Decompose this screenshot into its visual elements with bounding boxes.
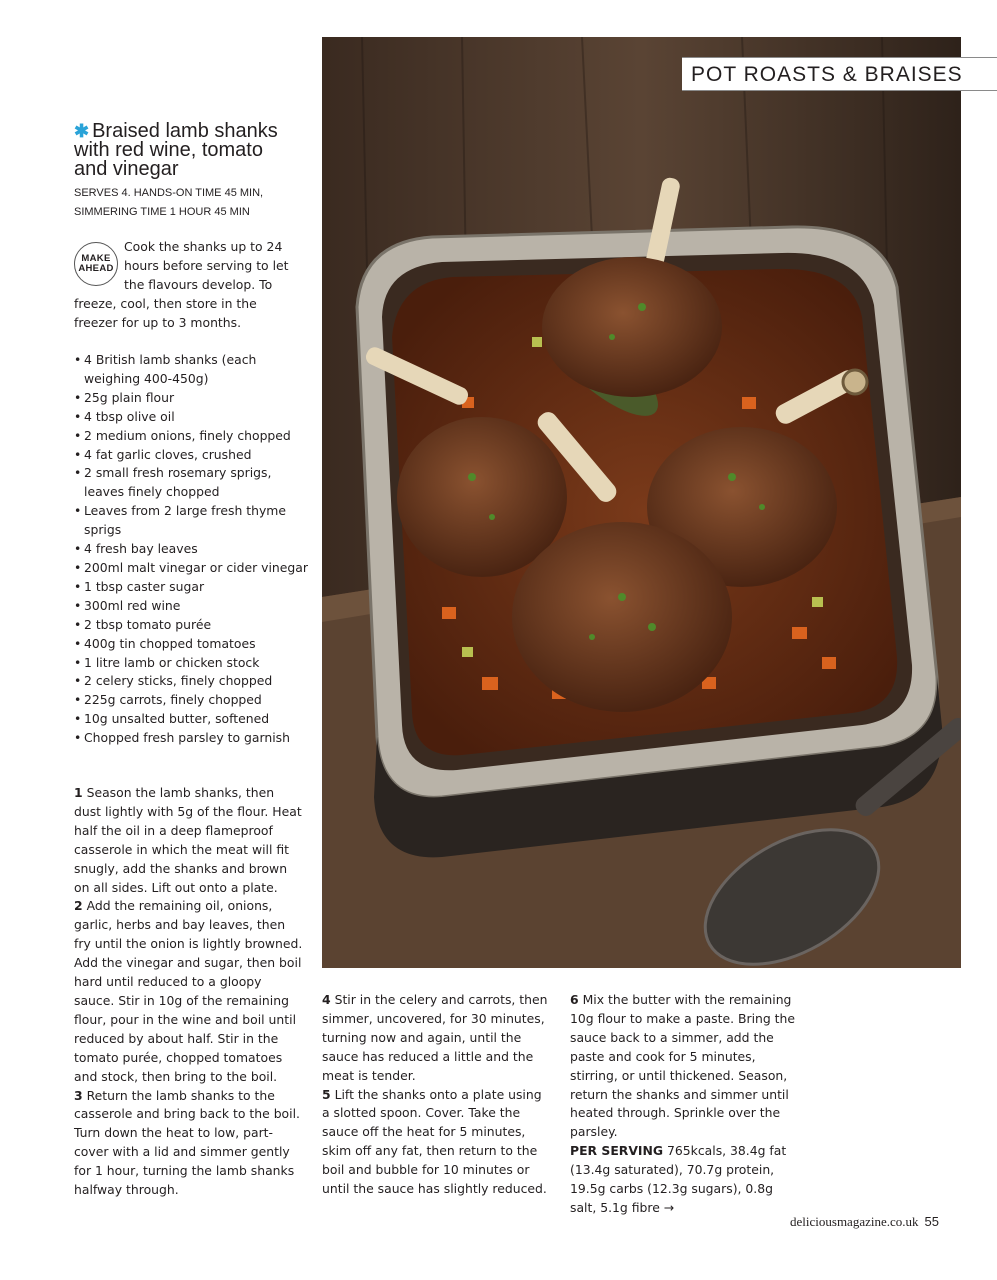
ingredient-item: • 300ml red wine	[74, 597, 314, 616]
method-column-1	[74, 784, 304, 1200]
step-text: Stir in the celery and carrots, then simmer, uncovered, for 30 minutes, turning now and again, until the sauce has reduced a little and the meat is tender.	[322, 992, 548, 1083]
step-number: 4	[322, 992, 331, 1007]
arrow-right-icon: →	[663, 1199, 675, 1215]
ingredient-item: • 2 medium onions, finely chopped	[74, 427, 314, 446]
serves-line-2: SIMMERING TIME 1 HOUR 45 MIN	[74, 206, 250, 218]
badge-line-1: MAKE	[81, 253, 111, 264]
serves-line-1: SERVES 4. HANDS-ON TIME 45 MIN,	[74, 187, 264, 199]
page-footer	[790, 1214, 939, 1230]
nutrition-info	[570, 1142, 802, 1218]
step-text: Return the lamb shanks to the casserole and bring back to the boil. Turn down the heat to low, part-cover with a lid and simmer gently for 1 hour, turning the lamb shanks halfway through.	[74, 1087, 300, 1198]
method-step-6	[570, 991, 802, 1142]
method-column-3	[570, 991, 802, 1218]
ingredient-item: • 10g unsalted butter, softened	[74, 710, 314, 729]
recipe-photo	[322, 37, 961, 968]
make-ahead-note	[74, 238, 304, 333]
title-line-2: with red wine, tomato	[74, 139, 263, 161]
step-number: 3	[74, 1087, 83, 1103]
website-url: deliciousmagazine.co.uk	[790, 1214, 919, 1229]
step-number: 2	[74, 898, 83, 914]
step-text: Add the remaining oil, onions, garlic, herbs and bay leaves, then fry until the onion is lightly browned. Add the vinegar and sugar, then boil hard until reduced to a gloopy sauce. Stir in 10g of the remaining flour, pour in the wine and boil until reduced by about half. Stir in the tomato purée, chopped tomatoes and stock, then bring to the boil.	[74, 898, 303, 1084]
recipe-title	[74, 122, 314, 179]
ingredients-list	[74, 351, 314, 748]
method-column-2	[322, 991, 548, 1199]
method-step-3	[74, 1087, 304, 1200]
method-step-1	[74, 784, 304, 897]
method-step-4	[322, 991, 548, 1086]
section-label	[682, 57, 997, 91]
nutrition-text: 765kcals, 38.4g fat (13.4g saturated), 70.7g protein, 19.5g carbs (12.3g sugars), 0.8g salt, 5.1g fibre	[570, 1143, 787, 1215]
section-label-text: POT ROASTS & BRAISES	[691, 63, 963, 86]
asterisk-icon: ✱	[74, 121, 90, 141]
serves-info	[74, 184, 314, 222]
ingredient-item: • 4 fat garlic cloves, crushed	[74, 446, 314, 465]
step-number: 5	[322, 1086, 331, 1102]
method-step-2	[74, 897, 304, 1086]
lamb-shanks-illustration	[322, 37, 961, 968]
ingredient-item: • 2 tbsp tomato purée	[74, 616, 314, 635]
nutrition-label: PER SERVING	[570, 1143, 664, 1159]
ingredient-item: • 200ml malt vinegar or cider vinegar	[74, 559, 314, 578]
badge-line-2: AHEAD	[78, 263, 114, 274]
ingredient-item: • 400g tin chopped tomatoes	[74, 635, 314, 654]
ingredient-item: • 2 celery sticks, finely chopped	[74, 672, 314, 691]
ingredient-item: • 1 tbsp caster sugar	[74, 578, 314, 597]
ingredient-item: • 4 fresh bay leaves	[74, 540, 314, 559]
title-line-3: and vinegar	[74, 158, 179, 180]
title-line-1: Braised lamb shanks	[92, 120, 278, 142]
step-text: Lift the shanks onto a plate using a slotted spoon. Cover. Take the sauce off the heat for 5 minutes, skim off any fat, then return to the boil and bubble for 10 minutes or until the sauce has slightly reduced.	[322, 1086, 547, 1197]
ingredient-item: • Leaves from 2 large fresh thyme sprigs	[74, 502, 314, 540]
ingredient-item: • 4 tbsp olive oil	[74, 408, 314, 427]
method-step-5	[322, 1086, 548, 1199]
ingredient-item: • 2 small fresh rosemary sprigs, leaves finely chopped	[74, 464, 314, 502]
ingredient-item: • 25g plain flour	[74, 389, 314, 408]
step-text: Season the lamb shanks, then dust lightly with 5g of the flour. Heat half the oil in a deep flameproof casserole in which the meat will fit snugly, add the shanks and brown on all sides. Lift out onto a plate.	[74, 785, 302, 895]
step-number: 6	[570, 992, 579, 1007]
step-text: Mix the butter with the remaining 10g flour to make a paste. Bring the sauce back to a simmer, add the paste and cook for 5 minutes, stirring, or until thickened. Season, return the shanks and simmer until heated through. Sprinkle over the parsley.	[570, 992, 796, 1140]
make-ahead-text: Cook the shanks up to 24 hours before serving to let the flavours develop. To freeze, cool, then store in the freezer for up to 3 months.	[74, 239, 289, 330]
ingredient-item: • Chopped fresh parsley to garnish	[74, 729, 314, 748]
make-ahead-badge	[74, 242, 118, 286]
step-number: 1	[74, 785, 83, 800]
ingredient-item: • 4 British lamb shanks (each weighing 400-450g)	[74, 351, 314, 389]
page-number: 55	[924, 1214, 939, 1229]
ingredient-item: • 1 litre lamb or chicken stock	[74, 654, 314, 673]
ingredient-item: • 225g carrots, finely chopped	[74, 691, 314, 710]
